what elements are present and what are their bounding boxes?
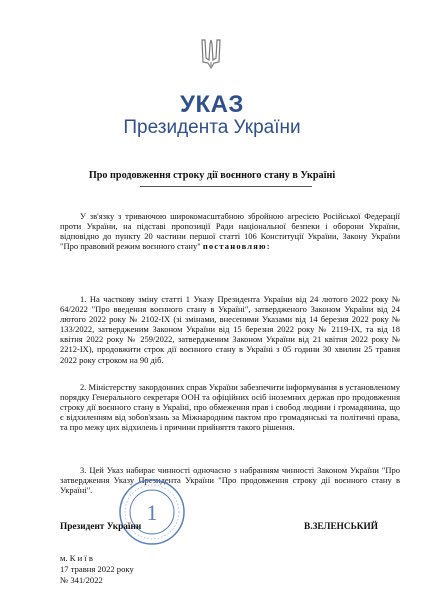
decree-item-3: 3. Цей Указ набирає чинності одночасно з набранням чинності Законом України "Про затвердження Указу Президента України "Про продовження строку дії воєнного стану в Україні". [60, 465, 400, 496]
decree-word: постановляю: [202, 241, 271, 252]
official-seal-stamp [117, 477, 187, 547]
subject-underline [140, 186, 312, 187]
decree-item-1: 1. На часткову зміну статті 1 Указу Президента України від 24 лютого 2022 року № 64/2022 "Про введення воєнного стану в Україні", затвердженого Законом України від 24 лютого 2022 року № 2102-IX (зі змінами, внесеними Указами від 14 березня 2022 року № 133/2022, затвердженим Законом України від 15 березня 2022 року № 2119-IX, та від 18 квітня 2022 року № 259/2022, затвердженим Законом України від 21 квітня 2022 року № 2212-IX), продовжити строк дії воєнного стану в Україні з 05 години 30 хвилин 25 травня 2022 року строком на 90 діб. [60, 294, 400, 365]
document-subtitle: Президента України [123, 117, 301, 138]
signature-name: В.ЗЕЛЕНСЬКИЙ [304, 522, 378, 532]
document-title: УКАЗ [180, 91, 244, 118]
footer-number: № 341/2022 [60, 575, 103, 585]
preamble-text: У зв'язку з триваючою широкомасштабною збройною агресією Російської Федерації проти України, на підставі пропозиції Ради національної безпеки і оборони України, відповідно до пункту 20 частини першої статті 106 Конституції України, Закону України "Про правовий режим воєнного стану" [60, 211, 400, 252]
decree-item-2: 2. Міністерству закордонних справ України забезпечити інформування в установленому порядку Генерального секретаря ООН та офіційних осіб іноземних держав про продовження строку дії воєнного стану в Україні, про обмеження прав і свобод людини і громадянина, що є відхиленням від зобов'язань за Міжнародним пактом про громадянські та політичні права, та про межу цих відхилень і причини прийняття такого рішення. [60, 382, 400, 433]
preamble-paragraph [60, 211, 400, 251]
signature-position: Президент України [60, 522, 142, 532]
footer-city: м. К и ї в [60, 553, 93, 563]
seal-digit: 1 [146, 500, 158, 525]
footer-date: 17 травня 2022 року [60, 564, 134, 574]
trident-emblem-icon [200, 38, 222, 70]
decree-subject: Про продовження строку дії воєнного стану в Україні [88, 170, 336, 181]
